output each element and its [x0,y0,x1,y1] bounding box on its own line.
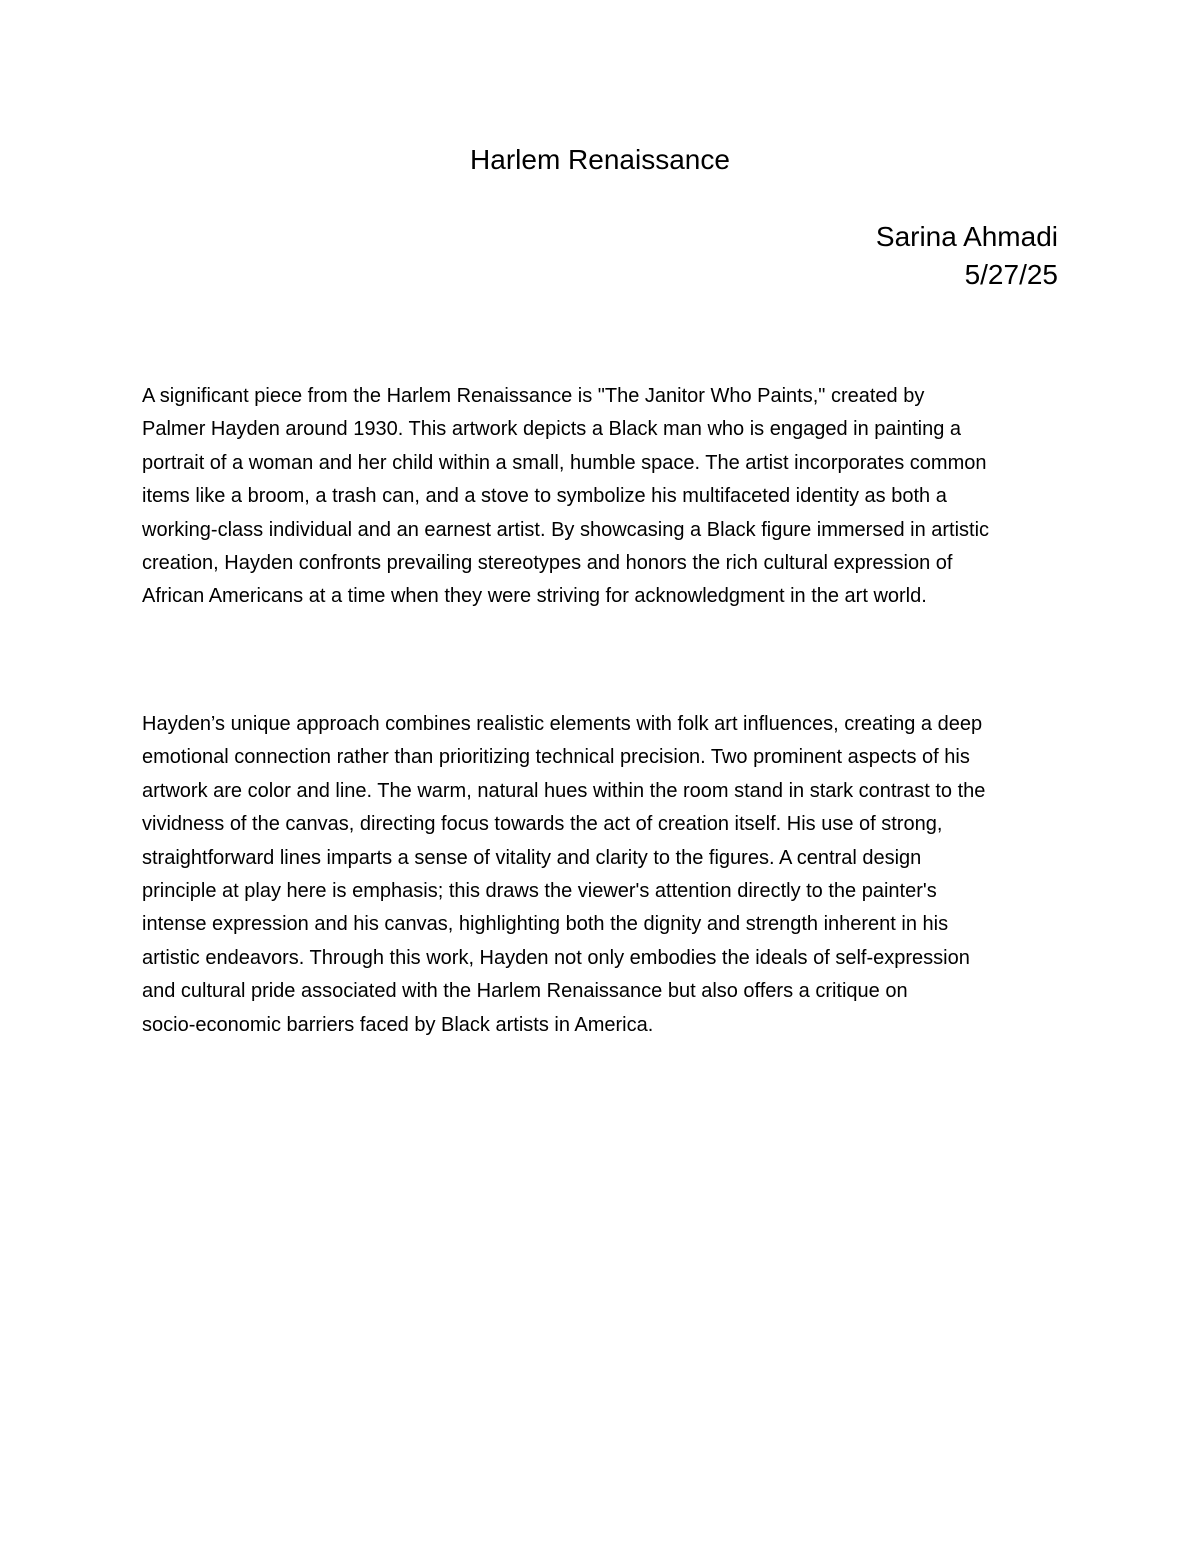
author-block [876,218,1058,294]
paragraph-line: portrait of a woman and her child within a small, humble space. The artist incorporates common [142,451,987,474]
paragraph-line: Palmer Hayden around 1930. This artwork depicts a Black man who is engaged in painting a [142,418,961,441]
paragraph-line: intense expression and his canvas, highlighting both the dignity and strength inherent in his [142,913,949,936]
paragraph-2 [142,708,1072,1042]
paragraph-line: working-class individual and an earnest artist. By showcasing a Black figure immersed in artistic [142,518,990,541]
paragraph-line: A significant piece from the Harlem Renaissance is "The Janitor Who Paints," created by [142,385,925,407]
document-date: 5/27/25 [964,259,1058,290]
paragraph-line: African Americans at a time when they were striving for acknowledgment in the art world. [142,585,927,608]
paragraph-line: Hayden’s unique approach combines realistic elements with folk art influences, creating a deep [142,713,983,735]
paragraph-line: emotional connection rather than prioritizing technical precision. Two prominent aspects of his [142,746,970,769]
paragraph-line: straightforward lines imparts a sense of vitality and clarity to the figures. A central design [142,846,922,869]
paragraph-1 [142,380,1072,614]
paragraph-line: artwork are color and line. The warm, natural hues within the room stand in stark contrast to the [142,779,986,802]
paragraph-line: items like a broom, a trash can, and a stove to symbolize his multifaceted identity as both a [142,485,947,508]
paragraph-line: creation, Hayden confronts prevailing stereotypes and honors the rich cultural expression of [142,552,953,575]
paragraph-line: and cultural pride associated with the Harlem Renaissance but also offers a critique on [142,980,908,1003]
author-name: Sarina Ahmadi [875,221,1058,252]
document-title: Harlem Renaissance [470,144,730,175]
paragraph-line: principle at play here is emphasis; this draws the viewer's attention directly to the painter's [142,880,937,903]
paragraph-line: artistic endeavors. Through this work, Hayden not only embodies the ideals of self-expression [142,946,970,969]
paragraph-line: vividness of the canvas, directing focus towards the act of creation itself. His use of strong, [142,813,943,836]
paragraph-line: socio-economic barriers faced by Black artists in America. [142,1013,654,1036]
